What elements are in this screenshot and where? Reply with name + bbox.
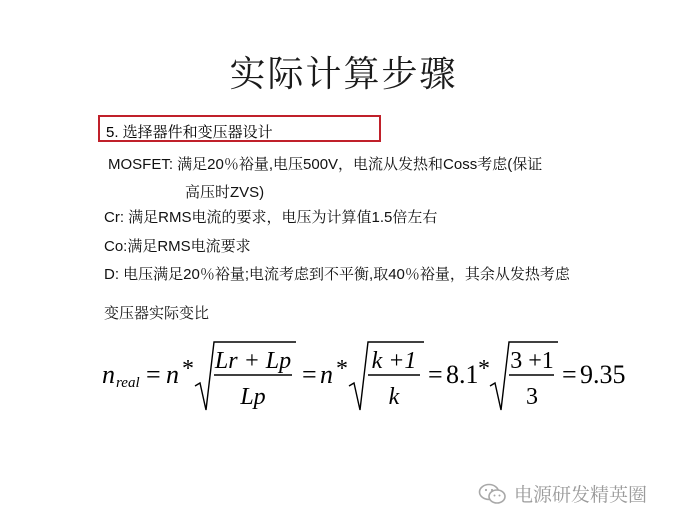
formula-eq-2: =: [302, 360, 317, 389]
formula-star-2: *: [336, 356, 348, 382]
watermark: [478, 480, 647, 507]
formula-n-2: n: [320, 360, 333, 389]
frac2-denominator: k: [388, 384, 400, 410]
mosfet-line: MOSFET: 满足20％裕量,电压500V，电流从发热和Coss考虑(保证: [108, 156, 543, 173]
wechat-icon: [478, 482, 508, 506]
frac2-numerator: k +1: [371, 348, 417, 374]
formula-result: 9.35: [580, 360, 626, 389]
section-highlight-box: [98, 115, 381, 142]
frac3-numerator: 3 +1: [510, 348, 554, 374]
co-line: Co:满足RMS电流要求: [104, 238, 251, 255]
d-line: D: 电压满足20％裕量;电流考虑到不平衡,取40％裕量，其余从发热考虑: [104, 266, 570, 283]
frac3-denominator: 3: [526, 384, 538, 410]
mosfet-line-continued: 高压时ZVS): [185, 184, 265, 201]
frac1-denominator: Lp: [240, 384, 266, 410]
formula-eq-3: =: [428, 360, 443, 389]
formula-eq-4: =: [562, 360, 577, 389]
cr-line: Cr: 满足RMS电流的要求，电压为计算值1.5倍左右: [104, 209, 438, 226]
formula-value-1: 8.1: [446, 360, 479, 389]
formula-n-real: n: [102, 360, 115, 389]
formula-star-3: *: [478, 356, 490, 382]
formula-star-1: *: [182, 356, 194, 382]
section-label: 5. 选择器件和变压器设计: [106, 124, 273, 141]
watermark-text: 电源研发精英圈: [514, 485, 648, 506]
turns-ratio-formula: [96, 338, 636, 418]
frac1-numerator: Lr + Lp: [214, 348, 292, 374]
ratio-label: 变压器实际变比: [104, 305, 210, 322]
formula-n-1: n: [166, 360, 179, 389]
formula-subscript: real: [116, 375, 140, 391]
formula-eq-1: =: [146, 360, 161, 389]
slide-title: 实际计算步骤: [229, 54, 458, 95]
